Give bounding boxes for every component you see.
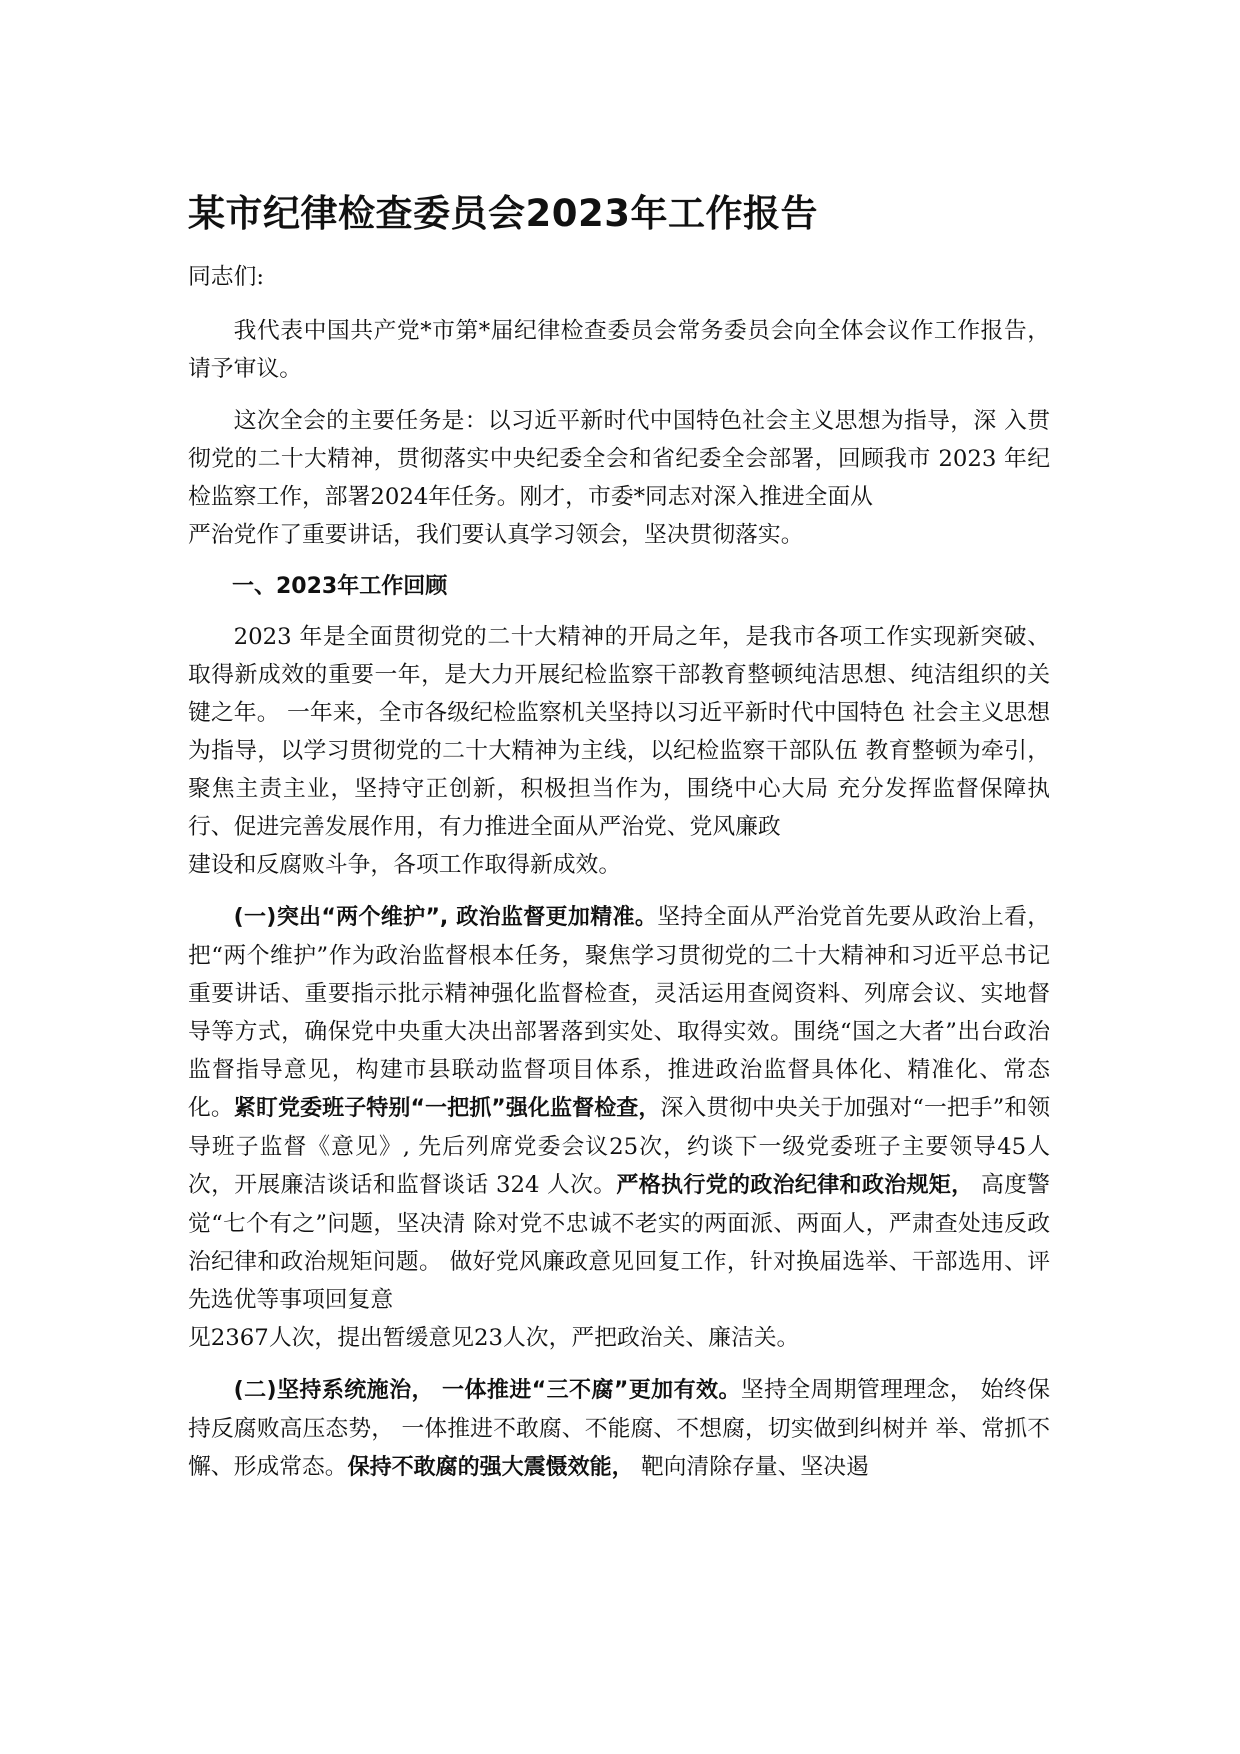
item-1-text-3: 高度警觉“七个有之”问题，坚决清 除对党不忠诚不老实的两面派、两面人，严肃查处违反政治纪律和政治规矩问题。 做好党风廉政意见回复工作，针对换届选举、干部选用、评先选优等事项回复意 xyxy=(188,1172,1050,1313)
item-1-text-1: 坚持全面从严治党首先要从政治上看，把“两个维护”作为政治监督根本任务，聚焦学习贯彻党的二十大精神和习近平总书记重要讲话、重要指示批示精神强化监督检查，灵活运用查阅资料、列席会议、实地督导等方式，确保党中央重大决出部署落到实处、取得实效。围绕“国之大者”出台政治监督指导意见，构建市县联动监督项目体系，推进政治监督具体化、精准化、常态化。 xyxy=(188,904,1050,1121)
item-1-lead: (一)突出“两个维护”, 政治监督更加精准。 xyxy=(233,905,658,930)
review-paragraph-continuation: 建设和反腐败斗争，各项工作取得新成效。 xyxy=(188,852,622,878)
item-1-paragraph xyxy=(188,898,1050,1319)
item-2-paragraph xyxy=(188,1371,1050,1487)
item-2-bold-2: 保持不敢腐的强大震慑效能， xyxy=(347,1455,634,1480)
item-1-text-2: 深入贯彻中央关于加强对“一把手”和领导班子监督《意见》, 先后列席党委会议25次，约谈下一级党委班子主要领导45人次，开展廉洁谈话和监督谈话 324 人次。 xyxy=(188,1095,1051,1198)
item-1-bold-2: 紧盯党委班子特别“一把抓”强化监督检查， xyxy=(233,1096,661,1121)
task-paragraph: 这次全会的主要任务是：以习近平新时代中国特色社会主义思想为指导，深 入贯彻党的二十大精神，贯彻落实中央纪委全会和省纪委全会部署，回顾我市 2023 年纪检监察工作，部署2024年任务。刚才，市委*同志对深入推进全面从 xyxy=(188,408,1050,510)
section-heading: 一、2023年工作回顾 xyxy=(232,574,448,599)
item-2-text-1: 坚持全周期管理理念， 始终保持反腐败高压态势， 一体推进不敢腐、不能腐、不想腐，切实做到纠树并 举、常抓不懈、形成常态。 xyxy=(188,1377,1050,1480)
item-2-text-2: 靶向清除存量、坚决遏 xyxy=(633,1454,869,1480)
item-1-continuation: 见2367人次，提出暂缓意见23人次，严把政治关、廉洁关。 xyxy=(188,1325,800,1351)
intro-paragraph: 我代表中国共产党*市第*届纪律检查委员会常务委员会向全体会议作工作报告，请予审议。 xyxy=(188,318,1050,382)
item-2-lead: (二)坚持系统施治， 一体推进“三不腐”更加有效。 xyxy=(233,1378,741,1403)
document-body xyxy=(188,258,1050,1501)
review-paragraph: 2023 年是全面贯彻党的二十大精神的开局之年，是我市各项工作实现新突破、取得新成效的重要一年，是大力开展纪检监察干部教育整顿纯洁思想、纯洁组织的关键之年。 一年来，全市各级纪检监察机关坚持以习近平新时代中国特色 社会主义思想为指导，以学习贯彻党的二十大精神为主线，以纪检监察干部队伍 教育整顿为牵引，聚焦主责主业，坚持守正创新，积极担当作为，围绕中心大局 充分发挥监督保障执行、促进完善发展作用，有力推进全面从严治党、党风廉政 xyxy=(188,624,1050,840)
salutation: 同志们: xyxy=(188,264,265,290)
item-1-bold-3: 严格执行党的政治纪律和政治规矩， xyxy=(616,1173,974,1198)
document-title: 某市纪律检查委员会2023年工作报告 xyxy=(188,192,818,235)
task-paragraph-continuation: 严治党作了重要讲话，我们要认真学习领会，坚决贯彻落实。 xyxy=(188,522,804,548)
